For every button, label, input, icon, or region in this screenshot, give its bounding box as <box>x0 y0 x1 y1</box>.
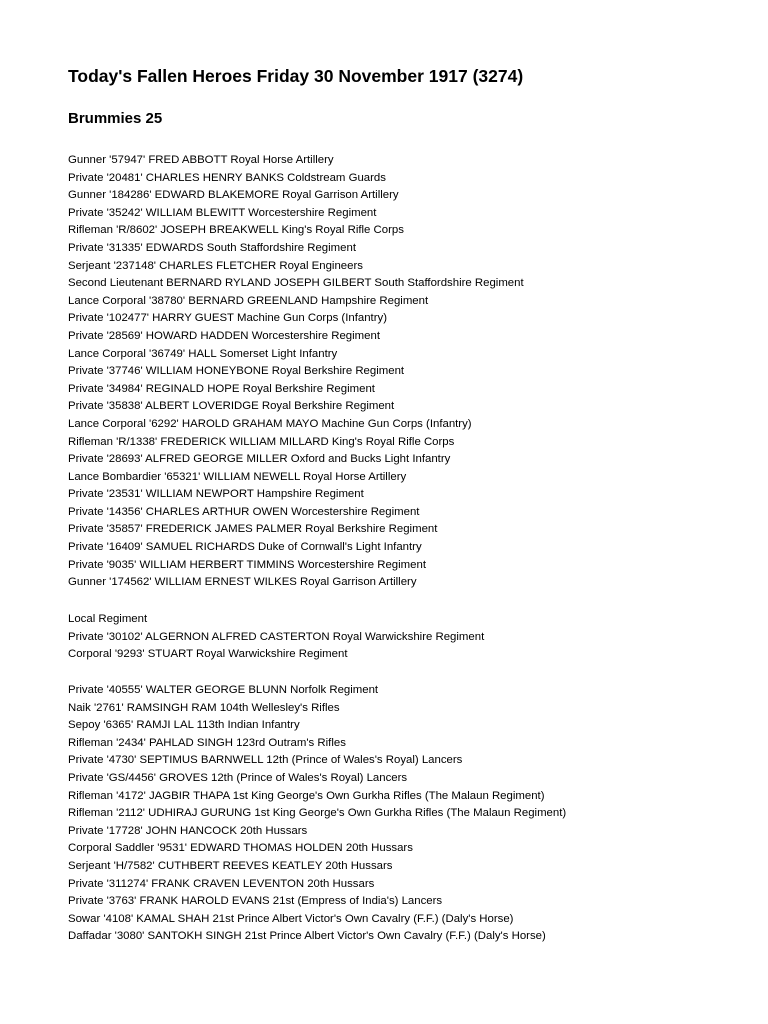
list-item: Daffadar '3080' SANTOKH SINGH 21st Prince Albert Victor's Own Cavalry (F.F.) (Daly's Horse) <box>68 930 546 943</box>
list-item: Lance Corporal '36749' HALL Somerset Light Infantry <box>68 347 338 360</box>
list-item: Rifleman '4172' JAGBIR THAPA 1st King George's Own Gurkha Rifles (The Malaun Regiment) <box>68 789 545 802</box>
list-item: Private 'GS/4456' GROVES 12th (Prince of Wales's Royal) Lancers <box>68 771 408 784</box>
section-heading-brummies: Brummies 25 <box>68 110 163 127</box>
list-item: Corporal '9293' STUART Royal Warwickshire Regiment <box>68 648 348 661</box>
list-item: Private '35242' WILLIAM BLEWITT Worcestershire Regiment <box>68 206 377 219</box>
list-item: Gunner '174562' WILLIAM ERNEST WILKES Royal Garrison Artillery <box>68 576 417 589</box>
list-item: Second Lieutenant BERNARD RYLAND JOSEPH GILBERT South Staffordshire Regiment <box>68 277 524 290</box>
list-item: Private '17728' JOHN HANCOCK 20th Hussars <box>68 824 308 837</box>
list-item: Gunner '57947' FRED ABBOTT Royal Horse Artillery <box>68 154 334 166</box>
list-item: Rifleman '2112' UDHIRAJ GURUNG 1st King George's Own Gurkha Rifles (The Malaun Regiment) <box>68 807 567 820</box>
list-item: Corporal Saddler '9531' EDWARD THOMAS HOLDEN 20th Hussars <box>68 842 413 855</box>
list-item: Private '35857' FREDERICK JAMES PALMER Royal Berkshire Regiment <box>68 523 438 536</box>
list-item: Private '40555' WALTER GEORGE BLUNN Norfolk Regiment <box>68 684 379 696</box>
list-item: Rifleman '2434' PAHLAD SINGH 123rd Outram's Rifles <box>68 736 346 749</box>
list-item: Private '34984' REGINALD HOPE Royal Berkshire Regiment <box>68 382 375 395</box>
list-item: Gunner '184286' EDWARD BLAKEMORE Royal Garrison Artillery <box>68 189 399 202</box>
list-item: Private '37746' WILLIAM HONEYBONE Royal Berkshire Regiment <box>68 365 405 378</box>
list-item: Lance Corporal '6292' HAROLD GRAHAM MAYO Machine Gun Corps (Infantry) <box>68 417 472 430</box>
list-item: Private '102477' HARRY GUEST Machine Gun Corps (Infantry) <box>68 312 387 325</box>
list-item: Private '14356' CHARLES ARTHUR OWEN Worcestershire Regiment <box>68 505 420 518</box>
local-regiment-list <box>68 611 484 664</box>
list-item: Lance Corporal '38780' BERNARD GREENLAND Hampshire Regiment <box>68 294 429 307</box>
list-item: Private '28569' HOWARD HADDEN Worcestershire Regiment <box>68 329 380 342</box>
list-item: Private '3763' FRANK HAROLD EVANS 21st (Empress of India's) Lancers <box>68 895 443 908</box>
list-item: Private '30102' ALGERNON ALFRED CASTERTON Royal Warwickshire Regiment <box>68 630 485 643</box>
others-list <box>68 682 566 946</box>
list-item: Rifleman 'R/1338' FREDERICK WILLIAM MILLARD King's Royal Rifle Corps <box>68 435 455 448</box>
list-item: Private '20481' CHARLES HENRY BANKS Coldstream Guards <box>68 171 386 184</box>
list-item: Private '9035' WILLIAM HERBERT TIMMINS Worcestershire Regiment <box>68 558 426 571</box>
list-item: Private '31335' EDWARDS South Staffordshire Regiment <box>68 241 356 254</box>
list-item: Sepoy '6365' RAMJI LAL 113th Indian Infantry <box>68 719 300 732</box>
list-item: Serjeant '237148' CHARLES FLETCHER Royal Engineers <box>68 259 363 272</box>
list-item: Private '4730' SEPTIMUS BARNWELL 12th (Prince of Wales's Royal) Lancers <box>68 754 463 767</box>
list-item: Private '23531' WILLIAM NEWPORT Hampshire Regiment <box>68 488 364 501</box>
list-item: Naik '2761' RAMSINGH RAM 104th Wellesley's Rifles <box>68 701 340 714</box>
list-item: Lance Bombardier '65321' WILLIAM NEWELL Royal Horse Artillery <box>68 470 407 483</box>
brummies-list <box>68 152 524 592</box>
list-item: Private '311274' FRANK CRAVEN LEVENTON 20th Hussars <box>68 877 375 890</box>
list-item: Private '28693' ALFRED GEORGE MILLER Oxford and Bucks Light Infantry <box>68 453 451 466</box>
list-item: Private '35838' ALBERT LOVERIDGE Royal Berkshire Regiment <box>68 400 395 413</box>
list-item: Private '16409' SAMUEL RICHARDS Duke of Cornwall's Light Infantry <box>68 541 422 554</box>
list-item: Serjeant 'H/7582' CUTHBERT REEVES KEATLEY 20th Hussars <box>68 859 393 872</box>
list-item: Sowar '4108' KAMAL SHAH 21st Prince Albert Victor's Own Cavalry (F.F.) (Daly's Horse) <box>68 912 514 925</box>
page-title: Today's Fallen Heroes Friday 30 November 1917 (3274) <box>68 66 524 86</box>
section-heading-local-regiment: Local Regiment <box>68 613 148 625</box>
list-item: Rifleman 'R/8602' JOSEPH BREAKWELL King's Royal Rifle Corps <box>68 224 404 237</box>
